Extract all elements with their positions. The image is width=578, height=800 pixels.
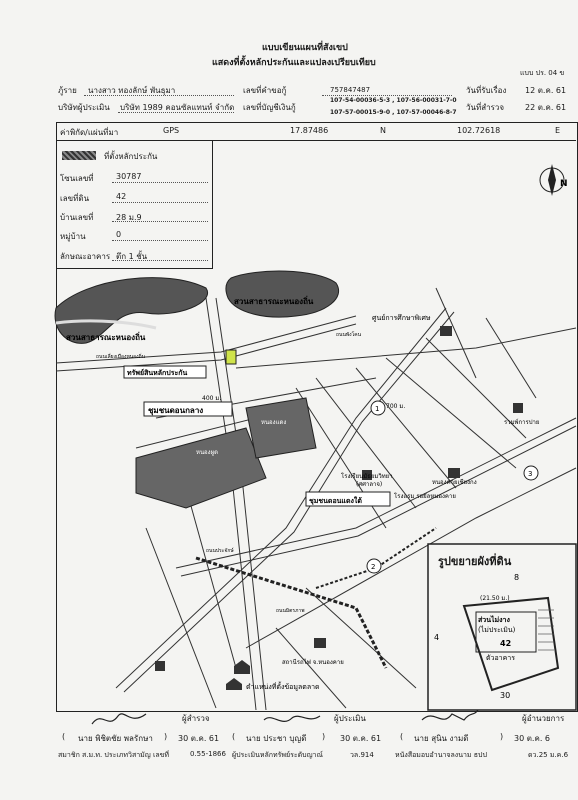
pond-label-1: หนองแดง	[261, 419, 287, 426]
coords-lon: 102.72618	[457, 126, 501, 135]
coords-lat: 17.87486	[290, 126, 329, 135]
legend-label: ที่ตั้งหลักประกัน	[104, 152, 158, 161]
school-sub-label: (ศศาลาจ)	[356, 481, 383, 488]
approve-number: ดว.25 ม.ค.6	[528, 751, 569, 759]
distance-400: 400 ม.	[202, 395, 222, 402]
road-label-1: ถนนเลี่ยงเมืองหนองถิ่น	[96, 354, 146, 360]
loan-no-value: 757847487	[330, 86, 371, 94]
approve-role: หนังสือมอบอำนาจลงนาม ธปป	[395, 751, 487, 759]
village-label: หมู่บ้าน	[60, 232, 86, 241]
survey-member-label: สมาชิก ส.ม.ท. ประเภทวิสามัญ เลขที่	[58, 751, 170, 759]
coords-label: ค่าพิกัด/แผ่นที่มา	[60, 128, 119, 137]
survey-date-label: วันที่สำรวจ	[466, 103, 505, 112]
borrower-value: นางสาว ทองลักษ์ พันธุมา	[88, 86, 176, 95]
approve-signature	[420, 706, 480, 728]
distance-700: 700 ม.	[386, 403, 406, 410]
compass-icon	[538, 160, 566, 200]
temple-label: หนองคายเชียงกง	[432, 479, 477, 486]
marker-3: 3	[528, 470, 533, 478]
inset-part-label: ส่วนไม่งาง	[478, 616, 510, 624]
zone-label: โซนเลขที่	[60, 174, 94, 183]
approve-name: นาย สุนิน งามดี	[414, 734, 469, 743]
village-value: 0	[116, 230, 122, 239]
received-date-label: วันที่รับเรื่อง	[466, 86, 507, 95]
appraisal-map-document: แบบเขียนแผนที่สังเขป แสดงที่ตั้งหลักประกันและแปลงเปรียบเทียบ แบบ ปร. 04 ข ภู้ราย นางสาว ทองลักษ์ พันธุมา เลขที่คำขอกู้ 757847487 วันที่รับเรื่อง 12 ต.ค. 61 บริษัทผู้ประเมิน บริษัท 1989 คอนซัลแทนท์ จำกัด เลขที่บัญชีเงินกู้ 107-54-00036-5-3 , 107-56-00031-7-0 107-57-00015-9-0 , 107-57-00046-8-7 วันที่สำรวจ 22 ต.ค. 61 ค่าพิกัด/แผ่นที่มา GPS 17.87486 N 102.72618 E ที่ตั้งหลักประกัน โซนเลขที่ 30787 เลขที่ดิน 42 บ้านเลขที่ 28 ม.9 หมู่บ้าน 0 ลักษณะอาคาร ตึก 1 ชั้น N สวนสาธารณะหนองถิ่น สวนสาธารณะหนองถิ่น ทรัพย์สินหลักประกัน ชุมชนดอนกลาง ชุมชนดอนแดงใต้ หนองแดง หนองผูด ศูนย์การศึกษาพิเศษ รวมพ์การปาย โรงเรียนมัธยมวิทยา (ศศาลาจ) โรงแรม รอยัลหนองคาย หนองคายเชียงกง สถานีรถไฟ จ.หนองคาย 400 ม. 700 ม. ถนนเลี่ยงเมืองหนองถิ่น ถนนพังโคน ถนนประจักษ์ ถนนมิตรภาพ 1 2 3 ตำแหน่งที่ตั้งข้อมูลตลาด รูปขยายผังที่ดิน 8 4 30 (21.50 ม.) ส่วนไม่งาง (ไม่ประเมิน) 42 ตัวอาคาร ผู้สำรวจ ผู้ประเมิน ผู้อำนวยการ ( นาย พิชิตชัย พลรักษา ) 30 ต.ค. 61 ( นาย ประชา บุญดี ) 30 ต.ค. 61 ( นาย สุนิน งามดี ) 30 ต.ค. 6 สมาชิก ส.ม.ท. ประเภทวิสามัญ เลขที่ 0.55-1866 ผู้ประเมินหลักทรัพย์ระดับญาณ์ วล.914 หนังสือมอบอำนาจลงนาม ธปป ดว.25 ม.ค.6	[0, 0, 567, 800]
inset-building-label: ตัวอาคาร	[486, 654, 515, 662]
park-label-1: สวนสาธารณะหนองถิ่น	[234, 297, 314, 306]
account-no-line-1: 107-54-00036-5-3 , 107-56-00031-7-0	[330, 97, 457, 104]
road-label-2: ถนนพังโคน	[336, 332, 362, 338]
hotel-label: โรงแรม รอยัลหนองคาย	[394, 493, 456, 500]
appraise-role: ผู้ประเมินหลักทรัพย์ระดับญาณ์	[232, 751, 323, 759]
road-label-4: ถนนมิตรภาพ	[276, 608, 305, 614]
inset-part-sub: (ไม่ประเมิน)	[478, 626, 516, 634]
community-label-2: ชุมชนดอนแดงใต้	[309, 497, 362, 505]
title-line-1: แบบเขียนแผนที่สังเขป	[262, 43, 348, 53]
approve-date: 30 ต.ค. 6	[514, 734, 550, 743]
survey-name: นาย พิชิตชัย พลรักษา	[78, 734, 153, 743]
land-label: เลขที่ดิน	[60, 194, 90, 203]
survey-role-label: ผู้สำรวจ	[182, 714, 210, 723]
appraise-name: นาย ประชา บุญดี	[246, 734, 307, 743]
pond-label-2: หนองผูด	[196, 449, 219, 456]
market-legend-label: ตำแหน่งที่ตั้งข้อมูลตลาด	[246, 683, 320, 691]
coords-n: N	[380, 126, 386, 135]
compass-letter: N	[560, 179, 568, 189]
school-label: โรงเรียนมัธยมวิทยา	[341, 473, 393, 480]
edu-center-label: ศูนย์การศึกษาพิเศษ	[372, 314, 431, 322]
loan-no-label: เลขที่คำขอกู้	[243, 86, 287, 95]
appraise-number: วล.914	[350, 751, 374, 759]
market-label: รวมพ์การปาย	[504, 419, 540, 426]
park-label-2: สวนสาธารณะหนองถิ่น	[66, 333, 146, 342]
survey-signature	[90, 708, 150, 730]
inset-plot-diagram	[430, 570, 574, 700]
approve-role-label: ผู้อำนวยการ	[522, 714, 565, 723]
inset-north-neighbor: 8	[514, 573, 520, 582]
appraiser-company-label: บริษัทผู้ประเมิน	[58, 103, 110, 112]
appraise-date: 30 ต.ค. 61	[340, 734, 382, 743]
coords-source: GPS	[163, 126, 180, 135]
survey-date-value: 22 ต.ค. 61	[525, 103, 567, 112]
seven-eleven-icon	[155, 661, 165, 671]
appraise-role-label: ผู้ประเมิน	[334, 714, 366, 723]
survey-member-number: 0.55-1866	[190, 750, 226, 758]
inset-south-neighbor: 30	[500, 691, 511, 700]
title-line-2: แสดงที่ตั้งหลักประกันและแปลงเปรียบเทียบ	[212, 58, 376, 68]
inset-plot-number: 42	[500, 639, 512, 648]
inset-dimension: (21.50 ม.)	[480, 595, 510, 602]
received-date-value: 12 ต.ค. 61	[525, 86, 567, 95]
zone-value: 30787	[116, 172, 142, 181]
market-icon	[234, 660, 250, 674]
account-no-line-2: 107-57-00015-9-0 , 107-57-00046-8-7	[330, 109, 457, 116]
land-value: 42	[116, 192, 127, 201]
appraise-signature	[262, 708, 322, 730]
collateral-legend-icon	[62, 151, 96, 160]
appraiser-company-value: บริษัท 1989 คอนซัลแทนท์ จำกัด	[120, 103, 235, 112]
community-label-1: ชุมชนดอนกลาง	[148, 406, 204, 415]
survey-date: 30 ต.ค. 61	[178, 734, 220, 743]
collateral-map-label: ทรัพย์สินหลักประกัน	[127, 369, 188, 377]
house-value: 28 ม.9	[116, 213, 142, 222]
station-label: สถานีรถไฟ จ.หนองคาย	[282, 659, 344, 666]
road-label-3: ถนนประจักษ์	[206, 548, 234, 554]
house-label: บ้านเลขที่	[60, 213, 94, 222]
inset-title: รูปขยายผังที่ดิน	[438, 555, 512, 568]
building-label: ลักษณะอาคาร	[60, 252, 111, 261]
inset-west-neighbor: 4	[434, 633, 440, 642]
account-no-label: เลขที่บัญชีเงินกู้	[243, 103, 296, 112]
market-legend-icon	[226, 678, 242, 690]
form-number: แบบ ปร. 04 ข	[520, 69, 565, 77]
marker-1: 1	[375, 405, 380, 413]
coords-e: E	[555, 126, 561, 135]
borrower-label: ภู้ราย	[58, 86, 77, 95]
building-value: ตึก 1 ชั้น	[116, 252, 148, 261]
marker-2: 2	[371, 563, 376, 571]
